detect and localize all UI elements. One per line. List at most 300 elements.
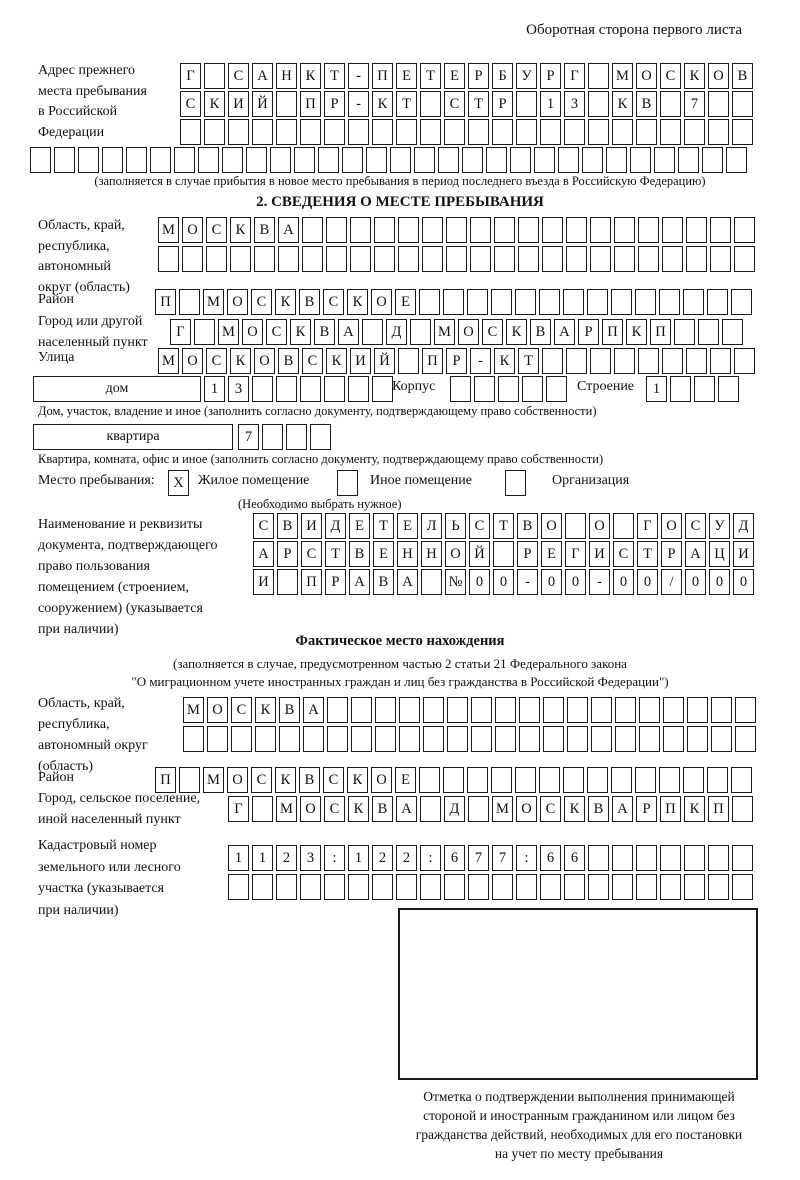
char-cell[interactable]: М xyxy=(203,289,224,315)
char-cell[interactable] xyxy=(543,726,564,752)
char-cell[interactable] xyxy=(636,119,657,145)
char-cell[interactable] xyxy=(546,376,567,402)
char-cell[interactable] xyxy=(587,767,608,793)
char-cell[interactable] xyxy=(686,246,707,272)
char-cell[interactable] xyxy=(564,874,585,900)
char-cell[interactable] xyxy=(735,726,756,752)
char-cell[interactable] xyxy=(711,726,732,752)
char-cell[interactable]: Т xyxy=(518,348,539,374)
char-cell[interactable] xyxy=(375,726,396,752)
char-cell[interactable]: К xyxy=(347,289,368,315)
char-cell[interactable]: О xyxy=(182,348,203,374)
char-cell[interactable] xyxy=(659,767,680,793)
char-cell[interactable] xyxy=(348,119,369,145)
char-cell[interactable]: Р xyxy=(636,796,657,822)
char-cell[interactable] xyxy=(399,697,420,723)
char-cell[interactable]: В xyxy=(277,513,298,539)
char-cell[interactable]: Р xyxy=(540,63,561,89)
char-cell[interactable] xyxy=(539,289,560,315)
char-cell[interactable]: : xyxy=(516,845,537,871)
char-cell[interactable]: А xyxy=(253,541,274,567)
char-cell[interactable] xyxy=(732,845,753,871)
char-cell[interactable] xyxy=(498,376,519,402)
char-cell[interactable]: В xyxy=(278,348,299,374)
char-cell[interactable]: С xyxy=(253,513,274,539)
char-cell[interactable] xyxy=(422,217,443,243)
char-cell[interactable]: - xyxy=(470,348,491,374)
char-cell[interactable] xyxy=(398,246,419,272)
char-cell[interactable] xyxy=(194,319,215,345)
char-cell[interactable]: - xyxy=(348,91,369,117)
char-cell[interactable]: В xyxy=(732,63,753,89)
char-cell[interactable]: Л xyxy=(421,513,442,539)
checkbox-organization[interactable] xyxy=(505,470,526,496)
char-cell[interactable] xyxy=(518,246,539,272)
char-cell[interactable] xyxy=(734,246,755,272)
char-cell[interactable]: В xyxy=(372,796,393,822)
char-cell[interactable]: Т xyxy=(325,541,346,567)
char-cell[interactable] xyxy=(683,289,704,315)
char-cell[interactable]: 1 xyxy=(228,845,249,871)
char-cell[interactable]: С xyxy=(469,513,490,539)
char-cell[interactable] xyxy=(491,767,512,793)
char-cell[interactable]: К xyxy=(230,348,251,374)
char-cell[interactable] xyxy=(174,147,195,173)
char-cell[interactable] xyxy=(228,119,249,145)
char-cell[interactable] xyxy=(348,376,369,402)
char-cell[interactable] xyxy=(582,147,603,173)
char-cell[interactable]: 7 xyxy=(468,845,489,871)
char-cell[interactable]: П xyxy=(650,319,671,345)
char-cell[interactable] xyxy=(491,289,512,315)
char-cell[interactable] xyxy=(734,217,755,243)
char-cell[interactable]: К xyxy=(275,289,296,315)
char-cell[interactable]: К xyxy=(684,796,705,822)
char-cell[interactable]: О xyxy=(207,697,228,723)
char-cell[interactable] xyxy=(474,376,495,402)
char-cell[interactable]: Т xyxy=(637,541,658,567)
char-cell[interactable]: О xyxy=(242,319,263,345)
char-cell[interactable]: М xyxy=(158,348,179,374)
checkbox-residential[interactable]: X xyxy=(168,470,189,496)
char-cell[interactable]: Р xyxy=(517,541,538,567)
char-cell[interactable] xyxy=(698,319,719,345)
char-cell[interactable]: Н xyxy=(397,541,418,567)
char-cell[interactable] xyxy=(310,424,331,450)
char-cell[interactable] xyxy=(590,246,611,272)
char-cell[interactable] xyxy=(495,697,516,723)
char-cell[interactable] xyxy=(30,147,51,173)
char-cell[interactable]: Е xyxy=(444,63,465,89)
char-cell[interactable]: Б xyxy=(492,63,513,89)
char-cell[interactable]: Ь xyxy=(445,513,466,539)
char-cell[interactable] xyxy=(438,147,459,173)
char-cell[interactable] xyxy=(276,91,297,117)
char-cell[interactable]: В xyxy=(373,569,394,595)
char-cell[interactable] xyxy=(467,289,488,315)
char-cell[interactable] xyxy=(326,246,347,272)
char-cell[interactable] xyxy=(670,376,691,402)
char-cell[interactable]: У xyxy=(709,513,730,539)
char-cell[interactable] xyxy=(254,246,275,272)
char-cell[interactable] xyxy=(611,289,632,315)
char-cell[interactable] xyxy=(684,845,705,871)
char-cell[interactable] xyxy=(450,376,471,402)
char-cell[interactable]: Н xyxy=(421,541,442,567)
char-cell[interactable]: : xyxy=(420,845,441,871)
char-cell[interactable] xyxy=(300,119,321,145)
char-cell[interactable] xyxy=(303,726,324,752)
char-cell[interactable] xyxy=(390,147,411,173)
char-cell[interactable] xyxy=(270,147,291,173)
char-cell[interactable] xyxy=(374,246,395,272)
char-cell[interactable]: К xyxy=(290,319,311,345)
char-cell[interactable] xyxy=(462,147,483,173)
char-cell[interactable]: П xyxy=(300,91,321,117)
char-cell[interactable]: О xyxy=(371,767,392,793)
char-cell[interactable] xyxy=(588,63,609,89)
char-cell[interactable] xyxy=(708,874,729,900)
char-cell[interactable]: И xyxy=(589,541,610,567)
char-cell[interactable]: 7 xyxy=(684,91,705,117)
char-cell[interactable] xyxy=(374,217,395,243)
char-cell[interactable] xyxy=(660,91,681,117)
char-cell[interactable]: Р xyxy=(492,91,513,117)
char-cell[interactable]: К xyxy=(347,767,368,793)
char-cell[interactable]: С xyxy=(540,796,561,822)
char-cell[interactable]: Т xyxy=(396,91,417,117)
char-cell[interactable]: 2 xyxy=(396,845,417,871)
char-cell[interactable] xyxy=(540,119,561,145)
char-cell[interactable] xyxy=(362,319,383,345)
char-cell[interactable] xyxy=(350,217,371,243)
char-cell[interactable] xyxy=(708,91,729,117)
char-cell[interactable] xyxy=(732,796,753,822)
char-cell[interactable] xyxy=(252,796,273,822)
char-cell[interactable]: 0 xyxy=(685,569,706,595)
char-cell[interactable]: 0 xyxy=(637,569,658,595)
char-cell[interactable] xyxy=(518,217,539,243)
char-cell[interactable]: К xyxy=(684,63,705,89)
char-cell[interactable]: К xyxy=(494,348,515,374)
char-cell[interactable] xyxy=(286,424,307,450)
char-cell[interactable]: М xyxy=(492,796,513,822)
char-cell[interactable]: Т xyxy=(420,63,441,89)
char-cell[interactable] xyxy=(447,697,468,723)
char-cell[interactable] xyxy=(398,348,419,374)
char-cell[interactable]: 3 xyxy=(228,376,249,402)
char-cell[interactable]: Р xyxy=(325,569,346,595)
char-cell[interactable] xyxy=(324,376,345,402)
char-cell[interactable]: Е xyxy=(373,541,394,567)
char-cell[interactable]: 0 xyxy=(565,569,586,595)
char-cell[interactable]: Е xyxy=(541,541,562,567)
char-cell[interactable]: С xyxy=(206,217,227,243)
char-cell[interactable] xyxy=(302,217,323,243)
char-cell[interactable] xyxy=(493,541,514,567)
char-cell[interactable] xyxy=(613,513,634,539)
char-cell[interactable]: И xyxy=(228,91,249,117)
char-cell[interactable] xyxy=(566,217,587,243)
char-cell[interactable]: 6 xyxy=(444,845,465,871)
char-cell[interactable] xyxy=(722,319,743,345)
char-cell[interactable]: Г xyxy=(170,319,191,345)
char-cell[interactable] xyxy=(348,874,369,900)
char-cell[interactable] xyxy=(710,246,731,272)
char-cell[interactable] xyxy=(686,348,707,374)
char-cell[interactable]: В xyxy=(299,289,320,315)
char-cell[interactable]: А xyxy=(278,217,299,243)
char-cell[interactable]: Р xyxy=(324,91,345,117)
char-cell[interactable] xyxy=(687,726,708,752)
char-cell[interactable] xyxy=(587,289,608,315)
char-cell[interactable]: Й xyxy=(469,541,490,567)
char-cell[interactable]: - xyxy=(589,569,610,595)
char-cell[interactable] xyxy=(567,697,588,723)
char-cell[interactable] xyxy=(718,376,739,402)
char-cell[interactable]: 7 xyxy=(492,845,513,871)
char-cell[interactable] xyxy=(588,119,609,145)
char-cell[interactable] xyxy=(324,119,345,145)
char-cell[interactable] xyxy=(614,217,635,243)
char-cell[interactable]: В xyxy=(588,796,609,822)
char-cell[interactable]: И xyxy=(350,348,371,374)
char-cell[interactable] xyxy=(731,767,752,793)
char-cell[interactable] xyxy=(638,217,659,243)
house-type-box[interactable]: дом xyxy=(33,376,201,402)
char-cell[interactable] xyxy=(534,147,555,173)
char-cell[interactable] xyxy=(710,217,731,243)
char-cell[interactable] xyxy=(471,697,492,723)
char-cell[interactable] xyxy=(327,697,348,723)
char-cell[interactable] xyxy=(246,147,267,173)
char-cell[interactable]: 1 xyxy=(348,845,369,871)
char-cell[interactable] xyxy=(615,697,636,723)
char-cell[interactable] xyxy=(447,726,468,752)
char-cell[interactable] xyxy=(708,119,729,145)
char-cell[interactable] xyxy=(687,697,708,723)
char-cell[interactable]: 1 xyxy=(204,376,225,402)
char-cell[interactable]: П xyxy=(301,569,322,595)
checkbox-other-premises[interactable] xyxy=(337,470,358,496)
char-cell[interactable]: 7 xyxy=(238,424,259,450)
char-cell[interactable]: И xyxy=(301,513,322,539)
char-cell[interactable]: О xyxy=(458,319,479,345)
char-cell[interactable]: О xyxy=(636,63,657,89)
char-cell[interactable]: К xyxy=(372,91,393,117)
char-cell[interactable] xyxy=(588,874,609,900)
char-cell[interactable]: Р xyxy=(446,348,467,374)
char-cell[interactable] xyxy=(707,289,728,315)
char-cell[interactable] xyxy=(612,119,633,145)
char-cell[interactable] xyxy=(414,147,435,173)
char-cell[interactable] xyxy=(735,697,756,723)
char-cell[interactable]: А xyxy=(349,569,370,595)
char-cell[interactable] xyxy=(444,119,465,145)
char-cell[interactable]: К xyxy=(275,767,296,793)
char-cell[interactable] xyxy=(588,91,609,117)
char-cell[interactable]: А xyxy=(303,697,324,723)
char-cell[interactable]: О xyxy=(227,289,248,315)
char-cell[interactable] xyxy=(614,246,635,272)
char-cell[interactable] xyxy=(516,119,537,145)
char-cell[interactable]: О xyxy=(227,767,248,793)
char-cell[interactable] xyxy=(228,874,249,900)
char-cell[interactable] xyxy=(467,767,488,793)
apartment-type-box[interactable]: квартира xyxy=(33,424,233,450)
char-cell[interactable] xyxy=(420,91,441,117)
char-cell[interactable] xyxy=(519,697,540,723)
char-cell[interactable]: С xyxy=(324,796,345,822)
char-cell[interactable]: С xyxy=(685,513,706,539)
char-cell[interactable]: К xyxy=(506,319,527,345)
char-cell[interactable] xyxy=(486,147,507,173)
char-cell[interactable] xyxy=(639,726,660,752)
char-cell[interactable] xyxy=(180,119,201,145)
char-cell[interactable]: С xyxy=(266,319,287,345)
char-cell[interactable] xyxy=(639,697,660,723)
char-cell[interactable]: О xyxy=(708,63,729,89)
char-cell[interactable] xyxy=(663,726,684,752)
char-cell[interactable]: К xyxy=(564,796,585,822)
char-cell[interactable] xyxy=(731,289,752,315)
char-cell[interactable]: 0 xyxy=(613,569,634,595)
char-cell[interactable]: В xyxy=(254,217,275,243)
char-cell[interactable] xyxy=(662,246,683,272)
char-cell[interactable] xyxy=(420,119,441,145)
char-cell[interactable] xyxy=(614,348,635,374)
char-cell[interactable] xyxy=(638,246,659,272)
char-cell[interactable] xyxy=(300,376,321,402)
char-cell[interactable]: С xyxy=(206,348,227,374)
char-cell[interactable]: М xyxy=(158,217,179,243)
char-cell[interactable]: Т xyxy=(493,513,514,539)
char-cell[interactable] xyxy=(615,726,636,752)
char-cell[interactable]: 0 xyxy=(733,569,754,595)
char-cell[interactable]: Г xyxy=(565,541,586,567)
char-cell[interactable] xyxy=(398,217,419,243)
char-cell[interactable] xyxy=(539,767,560,793)
char-cell[interactable] xyxy=(410,319,431,345)
char-cell[interactable]: О xyxy=(371,289,392,315)
char-cell[interactable] xyxy=(446,246,467,272)
char-cell[interactable]: О xyxy=(300,796,321,822)
char-cell[interactable] xyxy=(636,874,657,900)
char-cell[interactable] xyxy=(732,874,753,900)
char-cell[interactable] xyxy=(590,217,611,243)
char-cell[interactable] xyxy=(421,569,442,595)
char-cell[interactable] xyxy=(711,697,732,723)
char-cell[interactable] xyxy=(158,246,179,272)
char-cell[interactable]: П xyxy=(602,319,623,345)
char-cell[interactable] xyxy=(686,217,707,243)
char-cell[interactable] xyxy=(543,697,564,723)
char-cell[interactable]: В xyxy=(517,513,538,539)
char-cell[interactable] xyxy=(372,874,393,900)
char-cell[interactable]: С xyxy=(251,289,272,315)
char-cell[interactable]: К xyxy=(255,697,276,723)
char-cell[interactable]: О xyxy=(589,513,610,539)
char-cell[interactable]: М xyxy=(218,319,239,345)
char-cell[interactable]: Г xyxy=(180,63,201,89)
char-cell[interactable] xyxy=(278,246,299,272)
char-cell[interactable] xyxy=(399,726,420,752)
char-cell[interactable]: К xyxy=(326,348,347,374)
char-cell[interactable] xyxy=(654,147,675,173)
char-cell[interactable]: 3 xyxy=(300,845,321,871)
char-cell[interactable]: С xyxy=(301,541,322,567)
char-cell[interactable]: Е xyxy=(395,767,416,793)
char-cell[interactable]: - xyxy=(517,569,538,595)
char-cell[interactable]: А xyxy=(338,319,359,345)
char-cell[interactable] xyxy=(396,119,417,145)
char-cell[interactable] xyxy=(179,289,200,315)
char-cell[interactable] xyxy=(726,147,747,173)
char-cell[interactable]: К xyxy=(300,63,321,89)
char-cell[interactable]: 0 xyxy=(493,569,514,595)
char-cell[interactable] xyxy=(102,147,123,173)
char-cell[interactable] xyxy=(443,767,464,793)
char-cell[interactable]: И xyxy=(253,569,274,595)
char-cell[interactable]: 2 xyxy=(276,845,297,871)
char-cell[interactable]: В xyxy=(349,541,370,567)
char-cell[interactable] xyxy=(276,376,297,402)
char-cell[interactable] xyxy=(471,726,492,752)
char-cell[interactable] xyxy=(510,147,531,173)
char-cell[interactable]: С xyxy=(444,91,465,117)
char-cell[interactable] xyxy=(659,289,680,315)
char-cell[interactable] xyxy=(567,726,588,752)
char-cell[interactable] xyxy=(612,845,633,871)
char-cell[interactable] xyxy=(707,767,728,793)
char-cell[interactable]: О xyxy=(516,796,537,822)
char-cell[interactable] xyxy=(182,246,203,272)
char-cell[interactable] xyxy=(277,569,298,595)
char-cell[interactable]: С xyxy=(302,348,323,374)
char-cell[interactable] xyxy=(252,376,273,402)
char-cell[interactable] xyxy=(494,246,515,272)
char-cell[interactable]: С xyxy=(251,767,272,793)
char-cell[interactable]: П xyxy=(372,63,393,89)
char-cell[interactable] xyxy=(252,119,273,145)
char-cell[interactable]: В xyxy=(314,319,335,345)
char-cell[interactable] xyxy=(566,246,587,272)
char-cell[interactable]: Д xyxy=(733,513,754,539)
char-cell[interactable] xyxy=(694,376,715,402)
char-cell[interactable]: А xyxy=(685,541,706,567)
char-cell[interactable]: П xyxy=(708,796,729,822)
char-cell[interactable] xyxy=(590,348,611,374)
char-cell[interactable] xyxy=(204,119,225,145)
char-cell[interactable]: 0 xyxy=(709,569,730,595)
char-cell[interactable]: М xyxy=(434,319,455,345)
char-cell[interactable] xyxy=(342,147,363,173)
char-cell[interactable] xyxy=(204,63,225,89)
char-cell[interactable] xyxy=(732,91,753,117)
char-cell[interactable]: В xyxy=(279,697,300,723)
char-cell[interactable] xyxy=(563,767,584,793)
char-cell[interactable] xyxy=(300,874,321,900)
char-cell[interactable] xyxy=(351,726,372,752)
char-cell[interactable] xyxy=(198,147,219,173)
char-cell[interactable]: Й xyxy=(374,348,395,374)
char-cell[interactable] xyxy=(375,697,396,723)
char-cell[interactable]: 6 xyxy=(564,845,585,871)
char-cell[interactable]: М xyxy=(276,796,297,822)
char-cell[interactable]: С xyxy=(613,541,634,567)
char-cell[interactable]: М xyxy=(612,63,633,89)
char-cell[interactable] xyxy=(420,874,441,900)
